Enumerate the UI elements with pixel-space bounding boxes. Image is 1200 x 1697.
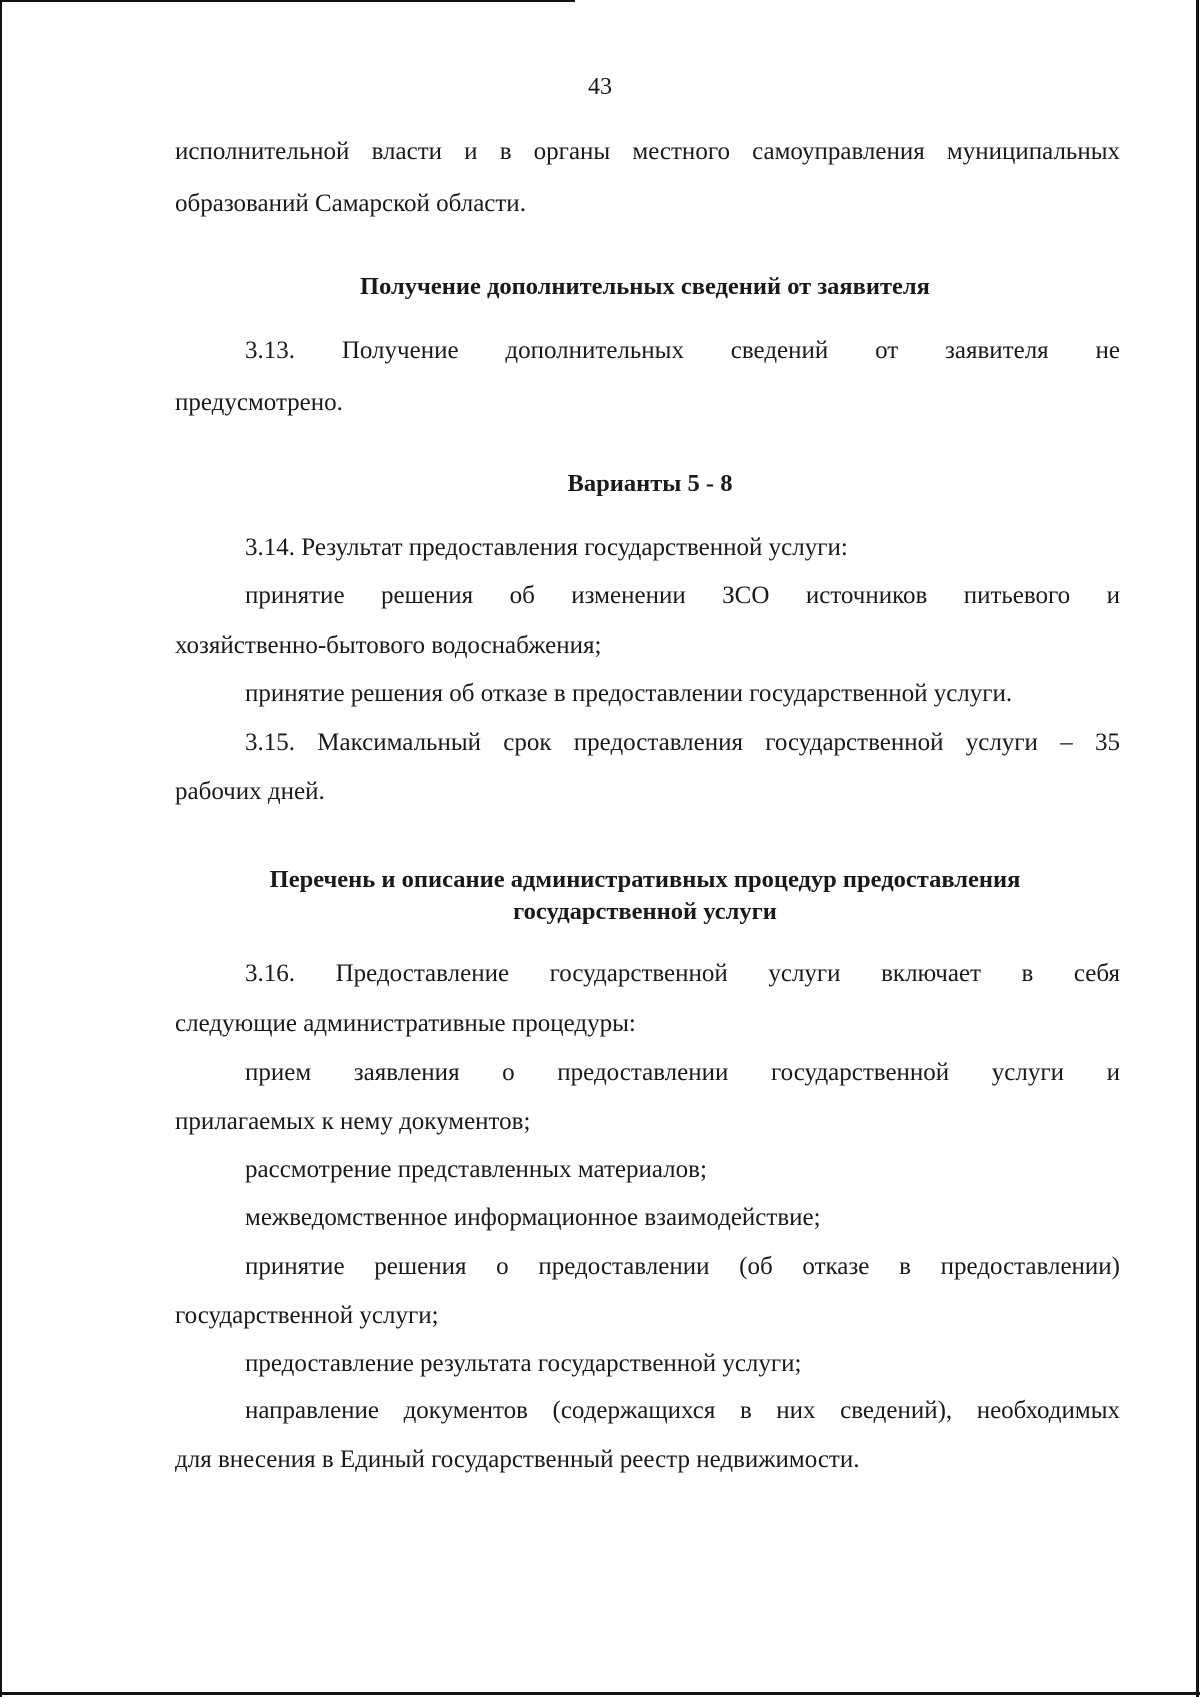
paragraph-line: рассмотрение представленных материалов; — [245, 1156, 707, 1183]
paragraph-line: направление документов (содержащихся в них сведений), необходимых — [245, 1397, 1120, 1424]
paragraph-line: прием заявления о предоставлении государственной услуги и — [245, 1059, 1120, 1086]
paragraph-line: предоставление результата государственной услуги; — [245, 1350, 802, 1377]
paragraph-line: следующие административные процедуры: — [175, 1010, 636, 1037]
paragraph-line: прилагаемых к нему документов; — [175, 1108, 531, 1135]
paragraph-line: 3.16. Предоставление государственной услуги включает в себя — [245, 960, 1120, 987]
section-heading: Перечень и описание административных процедур предоставления — [269, 866, 1021, 893]
paragraph-line: образований Самарской области. — [175, 190, 526, 217]
document-body — [175, 0, 1120, 1697]
paragraph-line: предусмотрено. — [175, 389, 343, 416]
paragraph-line: 3.13. Получение дополнительных сведений от заявителя не — [245, 337, 1120, 364]
paragraph-line: принятие решения об отказе в предоставлении государственной услуги. — [245, 680, 1013, 707]
paragraph-line: рабочих дней. — [175, 778, 325, 805]
paragraph-line: исполнительной власти и в органы местного самоуправления муниципальных — [175, 138, 1120, 165]
paragraph-line: 3.15. Максимальный срок предоставления государственной услуги – 35 — [245, 729, 1120, 756]
scan-border-left — [0, 0, 2, 1697]
paragraph-line: 3.14. Результат предоставления государственной услуги: — [245, 534, 848, 561]
section-heading: Варианты 5 - 8 — [567, 470, 733, 497]
section-heading: государственной услуги — [513, 898, 777, 925]
paragraph-line: принятие решения об изменении ЗСО источников питьевого и — [245, 582, 1120, 609]
page-number: 43 — [588, 74, 612, 100]
paragraph-line: хозяйственно-бытового водоснабжения; — [175, 632, 602, 659]
scan-border-right — [1196, 0, 1199, 1697]
section-heading: Получение дополнительных сведений от заявителя — [360, 273, 930, 300]
paragraph-line: государственной услуги; — [175, 1302, 439, 1329]
paragraph-line: для внесения в Единый государственный реестр недвижимости. — [175, 1446, 860, 1473]
paragraph-line: принятие решения о предоставлении (об отказе в предоставлении) — [245, 1253, 1120, 1280]
paragraph-line: межведомственное информационное взаимодействие; — [245, 1204, 821, 1231]
